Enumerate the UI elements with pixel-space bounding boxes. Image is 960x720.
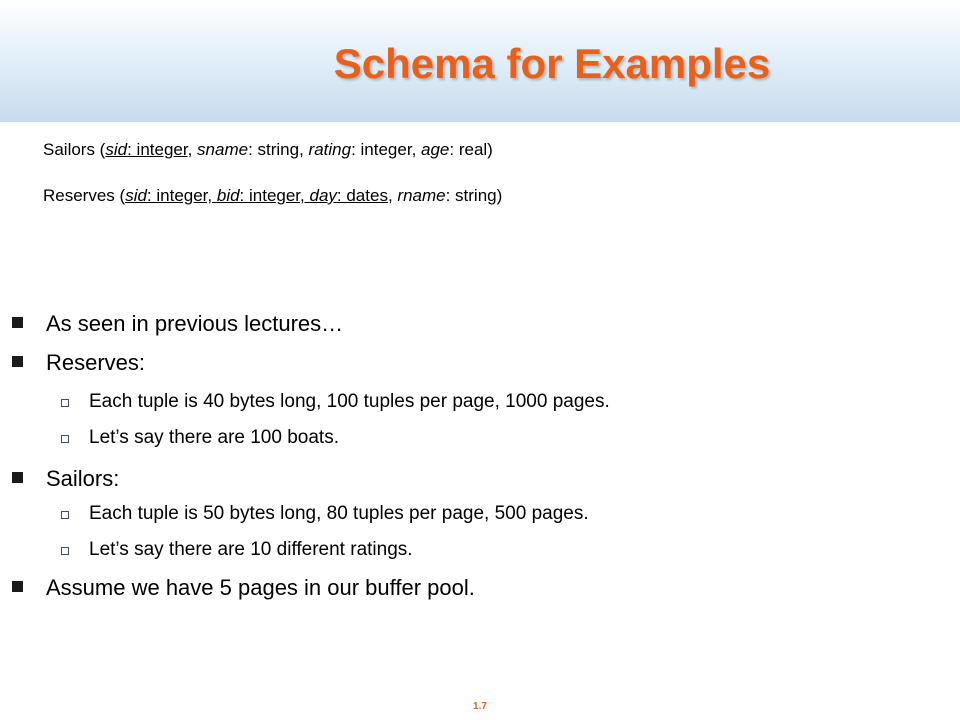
sub-bullet-reserves-tuples: Each tuple is 40 bytes long, 100 tuples per page, 1000 pages. (89, 391, 610, 412)
sub-bullet-reserves-boats: Let’s say there are 100 boats. (89, 427, 339, 448)
slide-number: 1.7 (473, 701, 487, 712)
schema-sailors-key: sid: integer (105, 140, 188, 159)
schema-reserves-prefix: Reserves ( (43, 186, 126, 205)
bullet-sailors: Sailors: (46, 466, 120, 491)
bullet-previous-lectures: As seen in previous lectures… (46, 311, 344, 336)
bullet-reserves: Reserves: (46, 350, 146, 375)
schema-sailors: Sailors (sid: integer, sname: string, rating: integer, age: real) (43, 140, 493, 159)
sub-bullet-sailors-ratings: Let’s say there are 10 different ratings. (89, 539, 413, 560)
bullet-buffer-pool: Assume we have 5 pages in our buffer pool. (46, 575, 475, 600)
schema-reserves-key: sid: integer, bid: integer, day: dates (125, 186, 388, 205)
schema-reserves: Reserves (sid: integer, bid: integer, day: dates, rname: string) (43, 186, 503, 205)
sub-bullet-sailors-tuples: Each tuple is 50 bytes long, 80 tuples per page, 500 pages. (89, 503, 589, 524)
schema-sailors-prefix: Sailors ( (43, 140, 106, 159)
slide-title: Schema for Examples (333, 40, 771, 87)
